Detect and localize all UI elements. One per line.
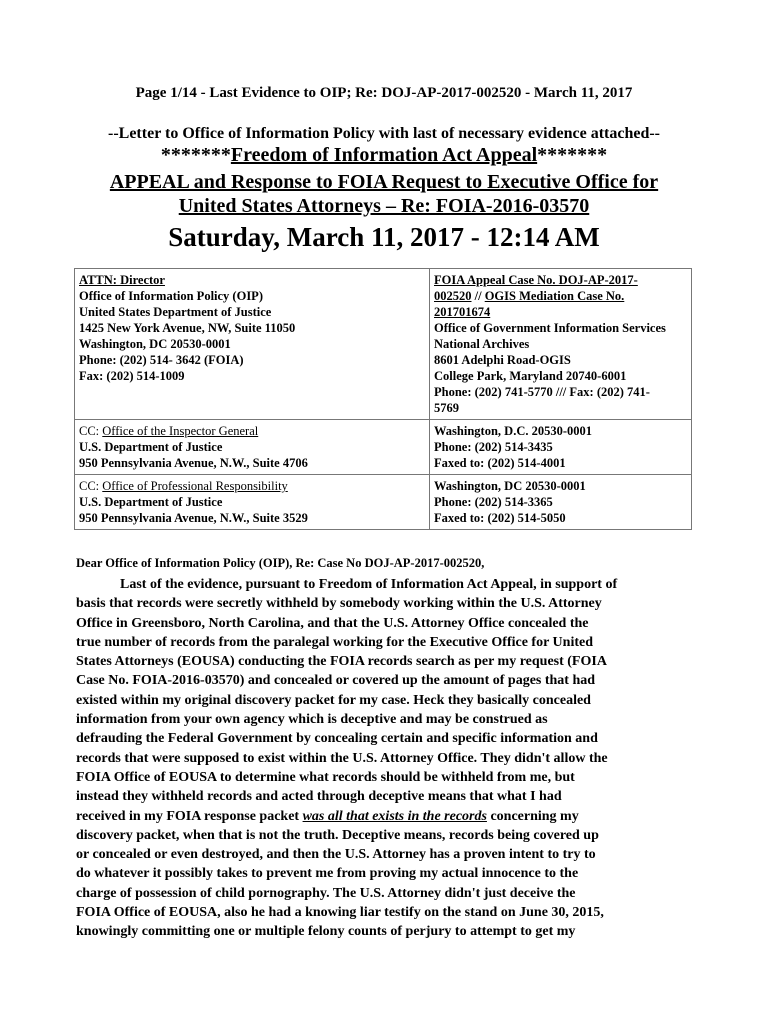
address-line: Washington, DC 20530-0001 <box>79 337 231 351</box>
cc-office-name: Office of the Inspector General <box>102 424 259 438</box>
fax-line: Faxed to: (202) 514-5050 <box>434 511 566 525</box>
address-line: Phone: (202) 741-5770 /// Fax: (202) 741- <box>434 385 650 399</box>
address-line: United States Department of Justice <box>79 305 272 319</box>
body-line: FOIA Office of EOUSA, also he had a knowing liar testify on the stand on June 30, 2015, <box>76 905 604 921</box>
contacts-row-2 <box>75 420 692 475</box>
foia-title-text: Freedom of Information Act Appeal <box>230 144 538 166</box>
body-line-text: received in my FOIA response packet <box>76 808 303 824</box>
cc-label: CC: <box>79 424 103 438</box>
phone-line: Phone: (202) 514-3365 <box>434 495 553 509</box>
cc-office-name: Office of Professional Responsibility <box>102 479 288 493</box>
body-line: FOIA Office of EOUSA to determine what records should be withheld from me, but <box>76 769 575 785</box>
stars-left: ******* <box>160 144 231 166</box>
body-line: or concealed or even destroyed, and then the U.S. Attorney has a proven intent to try to <box>76 847 596 863</box>
date-heading: Saturday, March 11, 2017 - 12:14 AM <box>168 222 600 252</box>
address-line: Office of Government Information Services <box>434 321 666 335</box>
address-line: National Archives <box>434 337 530 351</box>
body-line <box>76 807 694 826</box>
cc-line <box>79 478 425 494</box>
ogis-address-cell <box>430 269 692 420</box>
address-line: 950 Pennsylvania Avenue, N.W., Suite 3529 <box>79 511 308 525</box>
address-line: 8601 Adelphi Road-OGIS <box>434 353 571 367</box>
contacts-table <box>74 268 692 530</box>
letter-body <box>76 575 694 942</box>
body-line: discovery packet, when that is not the truth. Deceptive means, records being covered up <box>76 827 599 843</box>
contacts-row-1 <box>75 269 692 420</box>
address-line: College Park, Maryland 20740-6001 <box>434 369 627 383</box>
appeal-title-line-2: United States Attorneys – Re: FOIA-2016-03570 <box>178 195 590 217</box>
page-header: Page 1/14 - Last Evidence to OIP; Re: DOJ-AP-2017-002520 - March 11, 2017 <box>135 85 633 101</box>
appeal-title-line-1: APPEAL and Response to FOIA Request to Executive Office for <box>109 171 659 193</box>
appeal-title <box>60 170 708 218</box>
body-line-text: Last of the evidence, pursuant to Freedom of Information Act Appeal, in support of <box>120 577 618 592</box>
address-line: 5769 <box>434 401 459 415</box>
letter-subtitle: --Letter to Office of Information Policy with last of necessary evidence attached-- <box>108 125 660 142</box>
body-line: Case No. FOIA-2016-03570) and concealed or covered up the amount of pages that had <box>76 673 596 689</box>
address-line: 950 Pennsylvania Avenue, N.W., Suite 4706 <box>79 456 308 470</box>
body-line: true number of records from the paralegal working for the Executive Office for United <box>76 634 594 650</box>
address-line: Office of Information Policy (OIP) <box>79 289 263 303</box>
address-line: Washington, DC 20530-0001 <box>434 479 586 493</box>
ogis-case-number: 201701674 <box>434 305 491 319</box>
opr-contact-cell <box>430 475 692 530</box>
cc-label: CC: <box>79 479 103 493</box>
opr-address-cell <box>75 475 430 530</box>
body-line: records that were supposed to exist within the U.S. Attorney Office. They didn't allow the <box>76 750 608 766</box>
body-line: instead they withheld records and acted through deceptive means that what I had <box>76 789 562 805</box>
body-line: information from your own agency which is deceptive and may be construed as <box>76 712 548 728</box>
body-line: Office in Greensboro, North Carolina, and that the U.S. Attorney Office concealed the <box>76 615 589 631</box>
cc-line <box>79 423 425 439</box>
address-line: U.S. Department of Justice <box>79 495 223 509</box>
address-line: Washington, D.C. 20530-0001 <box>434 424 593 438</box>
address-line: U.S. Department of Justice <box>79 440 223 454</box>
body-line <box>76 575 694 594</box>
address-line: Phone: (202) 514- 3642 (FOIA) <box>79 353 244 367</box>
body-line: knowingly committing one or multiple felony counts of perjury to attempt to get my <box>76 924 576 940</box>
body-line: States Attorneys (EOUSA) conducting the FOIA records search as per my request (FOIA <box>76 654 607 670</box>
body-line: defrauding the Federal Government by concealing certain and specific information and <box>76 731 598 747</box>
case-number-line <box>434 288 687 304</box>
emphasized-phrase: was all that exists in the records <box>302 808 487 824</box>
case-separator: // <box>471 289 485 303</box>
oig-address-cell <box>75 420 430 475</box>
address-line: Fax: (202) 514-1009 <box>79 369 185 383</box>
oip-address-cell <box>75 269 430 420</box>
stars-right: ******* <box>537 144 608 166</box>
contacts-row-3 <box>75 475 692 530</box>
body-line: basis that records were secretly withheld by somebody working within the U.S. Attorney <box>76 596 602 612</box>
case-number-part: 002520 <box>434 289 472 303</box>
attn-label: ATTN: Director <box>79 273 165 287</box>
case-number-line: FOIA Appeal Case No. DOJ-AP-2017- <box>434 273 638 287</box>
ogis-case-label: OGIS Mediation Case No. <box>484 289 625 303</box>
fax-line: Faxed to: (202) 514-4001 <box>434 456 566 470</box>
body-line: do whatever it possibly takes to prevent me from proving my actual innocence to the <box>76 866 579 882</box>
body-line: existed within my original discovery packet for my case. Heck they basically concealed <box>76 692 591 708</box>
foia-appeal-title <box>0 143 768 167</box>
body-line: charge of possession of child pornography. The U.S. Attorney didn't just deceive the <box>76 885 576 901</box>
oig-contact-cell <box>430 420 692 475</box>
phone-line: Phone: (202) 514-3435 <box>434 440 553 454</box>
body-line-text: concerning my <box>486 808 579 824</box>
salutation: Dear Office of Information Policy (OIP), Re: Case No DOJ-AP-2017-002520, <box>76 556 485 570</box>
address-line: 1425 New York Avenue, NW, Suite 11050 <box>79 321 296 335</box>
